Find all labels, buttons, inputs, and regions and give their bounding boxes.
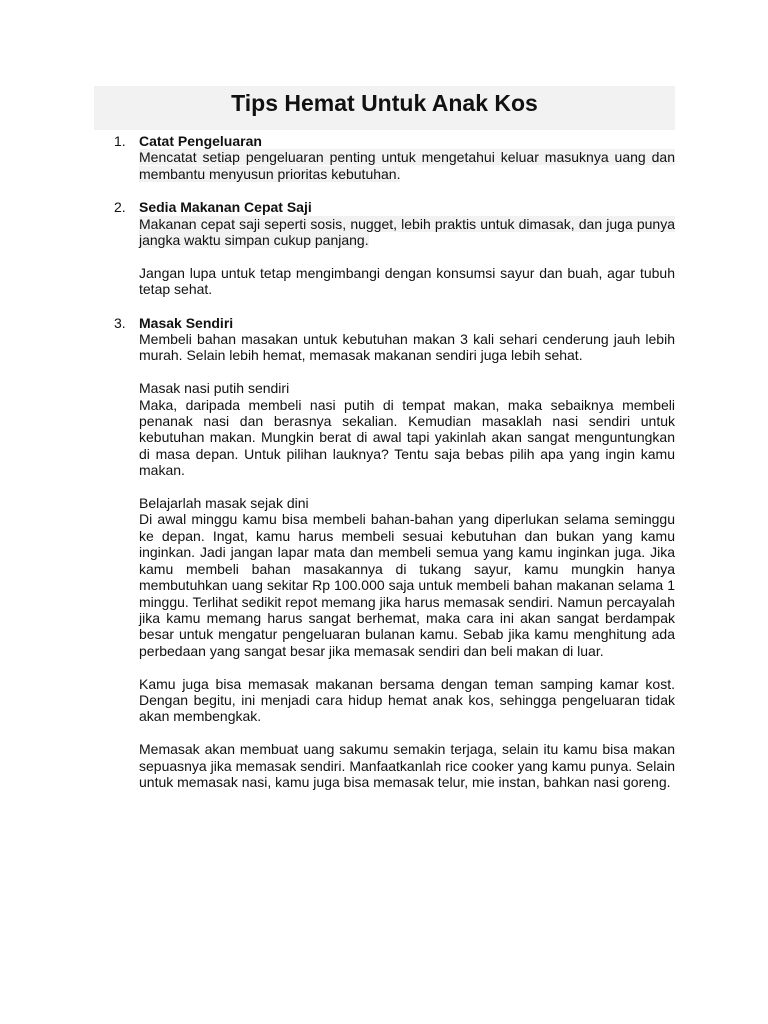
item-paragraph: Makanan cepat saji seperti sosis, nugget, lebih praktis untuk dimasak, dan juga punya jangka waktu simpan cukup panjang. xyxy=(139,215,675,249)
item-paragraph: Memasak akan membuat uang sakumu semakin terjaga, selain itu kamu bisa makan sepuasnya jika memasak sendiri. Manfaatkanlah rice cooker yang kamu punya. Selain untuk memasak nasi, kamu juga bisa memasak telur, mie instan, bahkan nasi goreng. xyxy=(139,741,675,790)
list-item-catat-pengeluaran xyxy=(114,133,675,182)
list-item-masak-sendiri xyxy=(114,315,675,791)
list-item-sedia-makanan xyxy=(114,199,675,297)
item-paragraph: Kamu juga bisa memasak makanan bersama dengan teman samping kamar kost. Dengan begitu, ini menjadi cara hidup hemat anak kos, sehingga pengeluaran tidak akan membengkak. xyxy=(139,675,675,725)
item-number: 3. xyxy=(114,314,126,331)
item-paragraph: Membeli bahan masakan untuk kebutuhan makan 3 kali sehari cenderung jauh lebih murah. Selain lebih hemat, memasak makanan sendiri juga lebih sehat. xyxy=(139,331,675,364)
item-number: 1. xyxy=(114,133,126,149)
subheading-masak-nasi: Masak nasi putih sendiri xyxy=(139,380,290,397)
item-heading: Sedia Makanan Cepat Saji xyxy=(139,199,312,216)
tips-list xyxy=(114,133,675,807)
item-paragraph: Maka, daripada membeli nasi putih di tempat makan, maka sebaiknya membeli penanak nasi dan berasnya sekalian. Kemudian masaklah nasi sendiri untuk kebutuhan makan. Mungkin berat di awal tapi yakinlah akan sangat menguntungkan di masa depan. Untuk pilihan lauknya? Tentu saja bebas pilih apa yang ingin kamu makan. xyxy=(139,396,675,479)
item-heading: Catat Pengeluaran xyxy=(139,133,262,149)
document-title: Tips Hemat Untuk Anak Kos xyxy=(231,90,538,116)
item-paragraph: Di awal minggu kamu bisa membeli bahan-bahan yang diperlukan selama seminggu ke depan. Ingat, kamu harus membeli sesuai kebutuhan dan bukan yang kamu inginkan. Jadi jangan lapar mata dan membeli semua yang kamu inginkan juga. Jika kamu membeli bahan masakannya di tukang sayur, kamu mungkin hanya membutuhkan uang sekitar Rp 100.000 saja untuk membeli bahan makanan selama 1 minggu. Terlihat sedikit repot memang jika harus memasak sendiri. Namun percayalah jika kamu memang harus sangat berhemat, maka cara ini akan sangat berdampak besar untuk mengatur pengeluaran bulanan kamu. Sebab jika kamu menghitung ada perbedaan yang sangat besar jika memasak sendiri dan beli makan di luar. xyxy=(139,511,675,659)
item-heading: Masak Sendiri xyxy=(139,314,234,331)
item-number: 2. xyxy=(114,199,126,216)
subheading-belajar-masak: Belajarlah masak sejak dini xyxy=(139,495,309,512)
item-paragraph: Mencatat setiap pengeluaran penting untuk mengetahui keluar masuknya uang dan membantu menyusun prioritas kebutuhan. xyxy=(139,149,675,182)
item-paragraph: Jangan lupa untuk tetap mengimbangi dengan konsumsi sayur dan buah, agar tubuh tetap sehat. xyxy=(139,264,675,298)
